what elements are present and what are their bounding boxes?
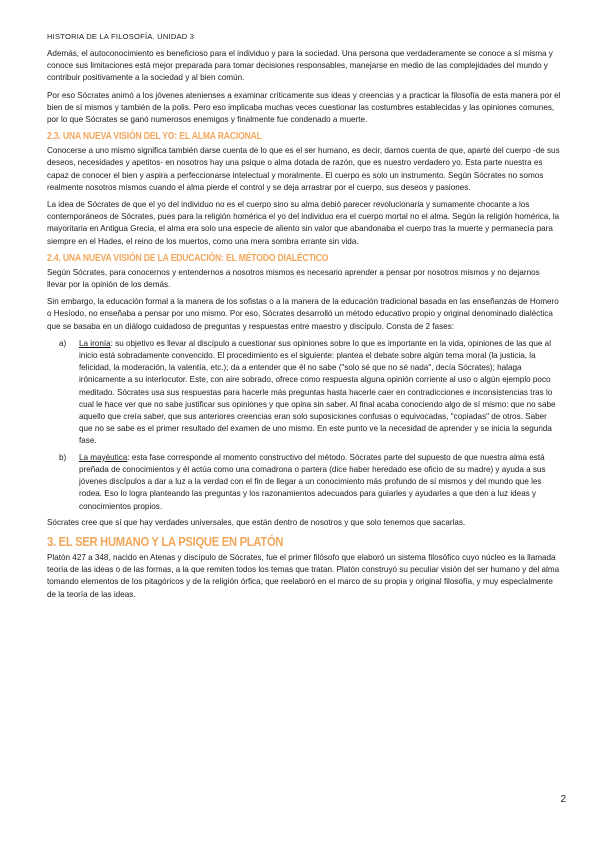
phase-item-ironia bbox=[59, 338, 561, 448]
phase-marker: b) bbox=[59, 452, 67, 462]
phase-term: La mayéutica bbox=[79, 452, 128, 462]
section-3-heading: 3. EL SER HUMANO Y LA PSIQUE EN PLATÓN bbox=[47, 533, 284, 549]
page-number: 2 bbox=[560, 794, 566, 805]
phase-marker: a) bbox=[59, 338, 67, 348]
section-2-4-closing: Sócrates cree que sí que hay verdades universales, que están dentro de nosotros y que solo tenemos que sacarlas. bbox=[47, 517, 466, 527]
phase-item-mayeutica bbox=[59, 452, 561, 513]
intro-paragraph-1: Además, el autoconocimiento es beneficioso para el individuo y para la sociedad. Una persona que verdaderamente se conoce a sí misma y conoce sus limitaciones está mejor preparada para tomar decisiones responsables, manejarse en medio de las complejidades del mundo y contribuir positivamente a la sociedad y al bien común. bbox=[47, 49, 553, 83]
section-2-4-paragraph-2: Sin embargo, la educación formal a la manera de los sofistas o a la manera de la educación tradicional basada en las enseñanzas de Homero o Hesíodo, no enseñaba a pensar por uno mismo. Por eso, Sócrates desarrolló un método educativo propio y original denominado dialéctica que se basaba en un diálogo cuidadoso de preguntas y respuestas entre maestro y discípulo. Consta de 2 fases: bbox=[47, 297, 559, 331]
phase-text: : su objetivo es llevar al discípulo a cuestionar sus opiniones sobre lo que es importante en la vida, opiniones de las que al inicio está sobradamente convencido. El procedimiento es el siguiente: plantea el debate sobre algún tema moral (la justicia, la felicidad, la moderación, la valentía, etc.); da a entender que él no sabe ("solo sé que no sé nada", decía Sócrates); halaga irónicamente a su interlocutor. Este, con aire sobrado, ofrece como respuesta alguna opinión corriente al uso o algún ejemplo poco meditado. Sócrates usa sus respuestas para hacerle más preguntas hasta hacerle caer en contradicciones e inconsistencias tras lo cual le hace ver que no sabe justificar sus opiniones y que opina sin saber. Al final acaba conociendo algo de sí mismo: que no sabe aquello que creía saber, que sus anteriores creencias eran solo suposiciones confusas o equivocadas, "copiadas" de otros. Saber que no se sabe es el primer resultado del examen de uno mismo. En este punto ve la necesidad de aprender y se inicia la segunda fase. bbox=[79, 338, 556, 446]
section-2-4-paragraph-1: Según Sócrates, para conocernos y entendernos a nosotros mismos es necesario aprender a pensar por nosotros mismos y no dejarnos llevar por la opinión de los demás. bbox=[47, 267, 540, 290]
running-header: HISTORIA DE LA FILOSOFÍA. UNIDAD 3 bbox=[47, 32, 195, 41]
section-2-4-heading: 2.4. UNA NUEVA VISIÓN DE LA EDUCACIÓN: EL MÉTODO DIALÉCTICO bbox=[47, 252, 329, 264]
section-2-3-paragraph-1: Conocerse a uno mismo significa también darse cuenta de lo que es el ser humano, es decir, darnos cuenta de que, aparte del cuerpo -de sus deseos, necesidades y apetitos- en nosotros hay una psique o alma dotada de razón, que es nuestro verdadero yo. Esta parte nuestra es capaz de conocer el bien y aspira a perfeccionarse intelectual y moralmente. El cuerpo es solo un instrumento. Según Sócrates no somos realmente nosotros mismos cuando el alma pierde el control y se deja arrastrar por el cuerpo, sus deseos y pasiones. bbox=[47, 146, 560, 192]
document-page bbox=[47, 32, 561, 606]
section-2-3-paragraph-2: La idea de Sócrates de que el yo del individuo no es el cuerpo sino su alma debió parecer revolucionaria y sumamente chocante a los contemporáneos de Sócrates, pues para la religión homérica el yo del individuo era el cuerpo mortal no el alma. Según la religión homérica, la mayoritaria en Antigua Grecia, el alma era solo una especie de aliento sin valor que abandonaba el cuerpo tras la muerte y permanecía para siempre en el Hades, el reino de los muertos, como una mera sombra errante sin vida. bbox=[47, 200, 560, 246]
phase-body bbox=[79, 338, 561, 448]
intro-paragraph-2: Por eso Sócrates animó a los jóvenes atenienses a examinar críticamente sus ideas y creencias y a practicar la filosofía de esta manera por el bien de sí mismos y también de la polis. Pero eso implicaba muchas veces cuestionar las costumbres establecidas y las opiniones comunes, por lo que Sócrates se ganó numerosos enemigos y finalmente fue condenado a muerte. bbox=[47, 90, 561, 125]
section-3-paragraph-1: Platón 427 a 348, nacido en Atenas y discípulo de Sócrates, fue el primer filósofo que elaboró un sistema filosófico cuyo núcleo es la llamada teoría de las ideas o de las formas, a la que remiten todos los temas que tratan. Platón construyó su peculiar visión del ser humano y del alma tomando elementos de los pitagóricos y de la religión órfica, que reelaboró en el marco de su propia y original filosofía, y muy especialmente de la teoría de las ideas. bbox=[47, 552, 560, 599]
section-2-3-heading: 2.3. UNA NUEVA VISIÓN DEL YO: EL ALMA RACIONAL bbox=[47, 131, 262, 143]
phase-term: La ironía bbox=[79, 338, 111, 348]
phase-body bbox=[79, 452, 561, 513]
phase-text: : esta fase corresponde al momento constructivo del método. Sócrates parte del supuesto de que nuestra alma está preñada de conocimientos y él actúa como una comadrona o partera (dice haber heredado ese oficio de su madre) y ayuda a sus jóvenes discípulos a dar a luz a la verdad con el fin de llegar a un conocimiento más profundo de sí mismos y del mundo que les rodea. Eso lo logra planteando las preguntas y los razonamientos adecuados para guiarles y ayudarles a que den a luz ideas y conocimientos propios. bbox=[79, 452, 546, 511]
